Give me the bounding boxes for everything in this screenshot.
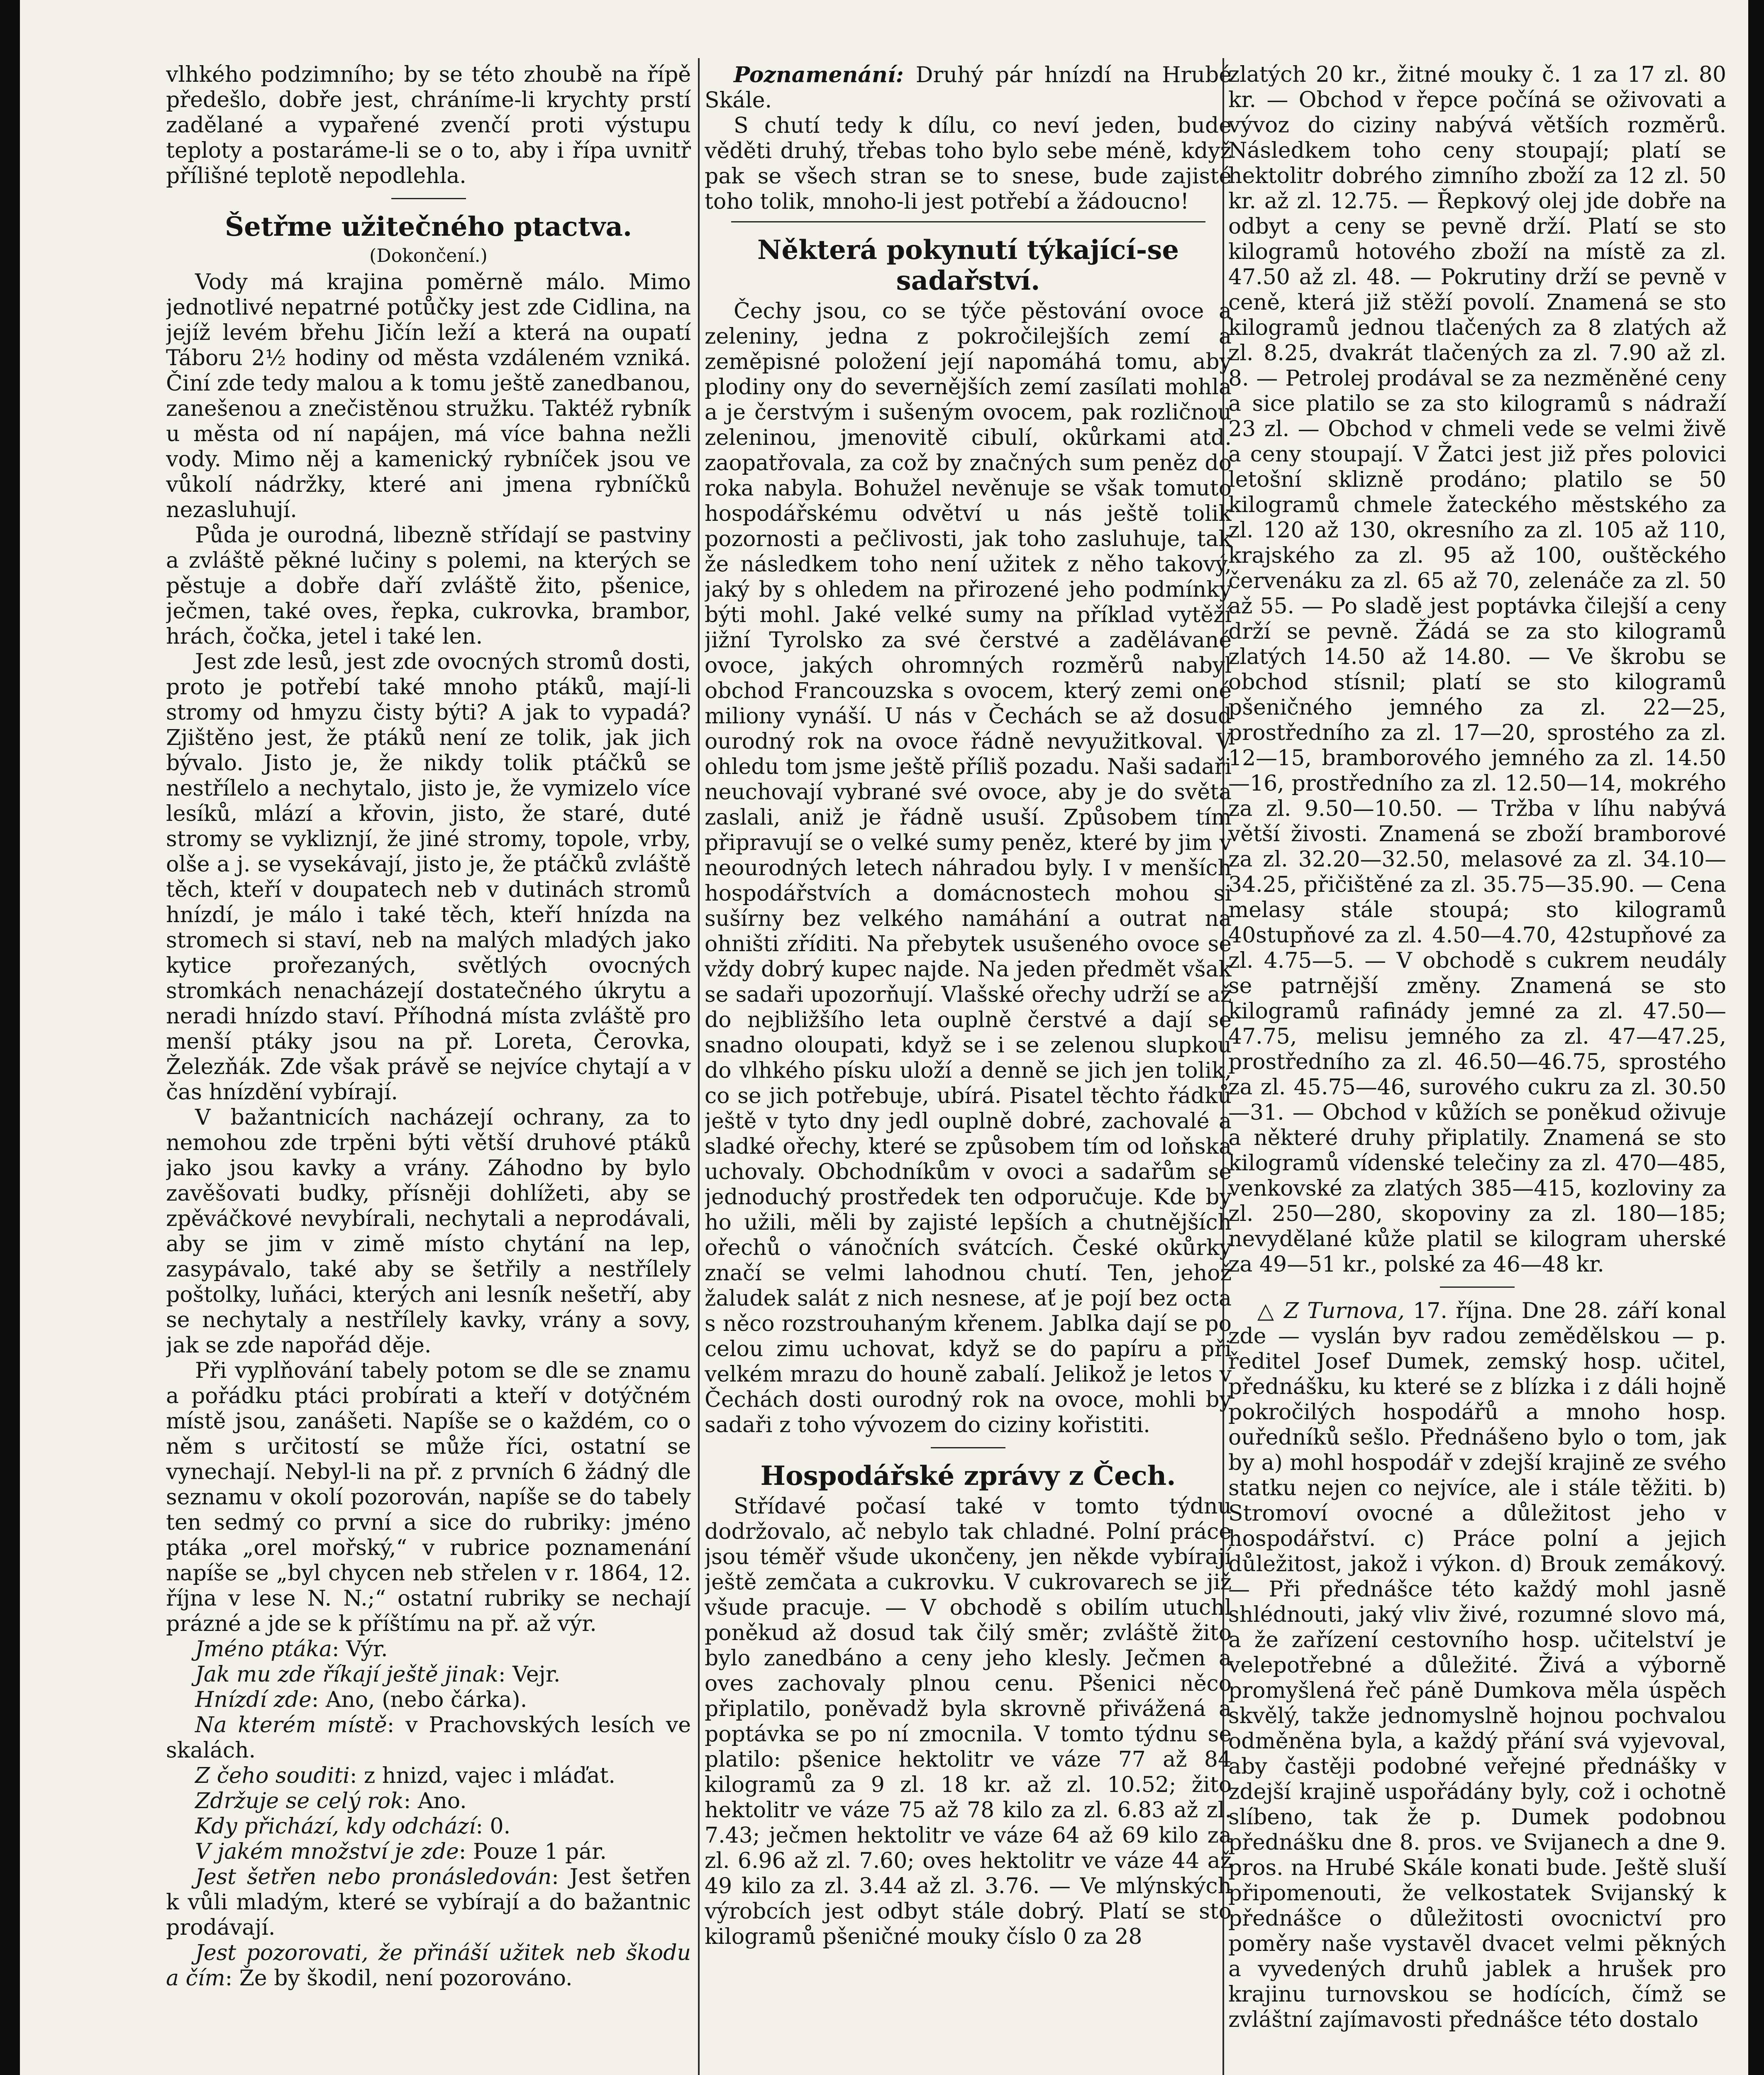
article-title-birds: Šetřme užitečného ptactva.: [224, 211, 632, 242]
form-field-line: Na kterém místě: v Prachovských lesích ve skalách.: [166, 1713, 691, 1763]
column-middle: [705, 62, 1232, 2075]
market-report: zlatých 20 kr., žitné mouky č. 1 za 17 zl. 80 kr. — Obchod v řepce počíná se oživovati a vývoz do ciziny nabývá větších rozměrů. Následkem toho ceny stoupají; platí se hektolitr dobrého zimního zboží za 12 zl. 50 kr. až zl. 12.75. — Řepkový olej jde dobře na odbyt a ceny se pevně drží. Platí se sto kilogramů hotového zboží na místě za zl. 47.50 až zl. 48. — Pokrutiny drží se pevně v ceně, která již stěží povolí. Znamená se sto kilogramů jednou tlačených za 8 zlatých až zl. 8.25, dvakrát tlačených za zl. 7.90 až zl. 8. — Petrolej prodával se za nezměněné ceny a sice platilo se za sto kilogramů s nádraží 23 zl. — Obchod v chmeli vede se velmi živě a ceny stoupají. V Žatci jest již přes polovici letošní sklizně prodáno; platilo se 50 kilogramů chmele žateckého městského za zl. 120 až 130, okresního za zl. 105 až 110, krajského za zl. 95 až 100, ouštěckého červenáku za zl. 65 až 70, zelenáče za zl. 50 až 55. — Po sladě jest poptávka čilejší a ceny drží se pevně. Žádá se za sto kilogramů zlatých 14.50 až 14.80. — Ve škrobu se obchod stísnil; platí se sto kilogramů pšeničného jemného za zl. 22—25, prostředního za zl. 17—20, sprostého za zl. 12—15, bramborového jemného za zl. 14.50—16, prostředního za zl. 12.50—14, mokrého za zl. 9.50—10.50. — Tržba v líhu nabývá větší živosti. Znamená se zboží bramborové za zl. 32.20—32.50, melasové za zl. 34.10—34.25, přičištěné za zl. 35.75—35.90. — Cena melasy stále stoupá; sto kilogramů 40stupňové za zl. 4.50—4.70, 42stupňové za zl. 4.75—5. — V obchodě s cukrem neudály se patrnější změny. Znamená se sto kilogramů rafinády jemné za zl. 47.50—47.75, melisu jemného za zl. 47—47.25, prostředního za zl. 46.50—46.75, sprostého za zl. 45.75—46, surového cukru za zl. 30.50—31. — Obchod v kůžích se poněkud oživuje a některé druhy připlatily. Znamená se sto kilogramů vídenské telečiny za zl. 470—485, venkovské za zlatých 385—415, kozloviny za zl. 250—280, skopoviny za zl. 180—185; nevydělané kůže platil se kilogram uherské za 49—51 kr., polské za 46—48 kr.: [1228, 62, 1726, 1277]
note-paragraph: Poznamenání: Druhý pár hnízdí na Hrubé Skále.: [705, 62, 1232, 113]
paragraph: Půda je ourodná, libezně střídají se pastviny a zvláště pěkné lučiny s polemi, na kterých se pěstuje a dobře daří zvláště žito, pšenice, ječmen, také oves, řepka, cukrovka, brambor, hrách, čočka, jetel i také len.: [166, 523, 691, 649]
article-title-orchards: Některá pokynutí týkající-se sadařství.: [757, 234, 1179, 296]
paragraph: V bažantnicích nacházejí ochrany, za to nemohou zde trpěni býti větší druhové ptáků jako jsou kavky a vrány. Záhodno by bylo zavěšovati budky, přísněji dohlížeti, aby se zpěváčkové nevybírali, nechytali a neprodávali, aby se jim v zimě místo chytání na lep, zasypávalo, také aby se šetřily a nestřílely poštolky, luňáci, kterých ani lesník nešetří, aby se nechytaly a nestřílely kavky, vrány a sovy, jak se zde napořád děje.: [166, 1105, 691, 1358]
article-subtitle: (Dokončení.): [369, 245, 488, 266]
column-left: [166, 62, 691, 2075]
column-rule-1: [698, 58, 700, 2075]
paragraph: Vody má krajina poměrně málo. Mimo jednotlivé nepatrné potůčky jest zde Cidlina, na jejíž levém břehu Jičín leží a která na oupatí Táboru 2½ hodiny od města vzdáleném vzniká. Činí zde tedy malou a k tomu ještě zanedbanou, zanešenou a znečistěnou stružku. Taktéž rybník u města od ní napájen, má více bahna nežli vody. Mimo něj a kamenický rybníček jsou ve vůkolí nádržky, které ani jmena rybníčků nezasluhují.: [166, 270, 691, 522]
form-field-line: Kdy přichází, kdy odchází: 0.: [195, 1814, 511, 1839]
form-field-line: Jest šetřen nebo pronásledován: Jest šetřen k vůli mladým, které se vybírají a do bažantnic prodávají.: [166, 1865, 691, 1940]
section-divider: [931, 1447, 1005, 1448]
article-title-economy: Hospodářské zprávy z Čech.: [760, 1460, 1176, 1492]
form-field-line: Z čeho souditi: z hnizd, vajec i mláďat.: [195, 1763, 615, 1788]
scan-border-right: [1748, 0, 1764, 2075]
form-field-line: Jak mu zde říkají ještě jinak: Vejr.: [195, 1662, 561, 1687]
form-field-line: Jest pozorovati, že přináší užitek neb škodu a čím: Že by škodil, není pozorováno.: [166, 1941, 691, 1991]
form-field-line: Hnízdí zde: Ano, (nebo čárka).: [195, 1687, 527, 1712]
paragraph: Při vyplňování tabely potom se dle se znamu a pořádku ptáci probírati a kteří v dotýčném místě jsou, zanášeti. Napíše se o každém, co o něm s určitostí se může říci, ostatní se vynechají. Nebyl-li na př. z prvních 6 žádný dle seznamu v okolí pozorován, napíše se do tabely ten sedmý co první a sice do rubriky: jméno ptáka „orel mořský,“ v rubrice poznamenání napíše se „byl chycen neb střelen v r. 1864, 12. října v lese N. N.;“ ostatní rubriky se nechají prázné a jde se k příštímu na př. až výr.: [166, 1358, 691, 1636]
scan-border-left: [0, 0, 20, 2075]
form-field-line: V jakém množství je zde: Pouze 1 pár.: [195, 1839, 607, 1864]
paragraph: Jest zde lesů, jest zde ovocných stromů dosti, proto je potřebí také mnoho ptáků, mají-li stromy od hmyzu čisty býti? A jak to vypadá? Zjištěno jest, že ptáků není ze tolik, jak jich bývalo. Jisto je, že nikdy tolik ptáčků se nestřílelo a nechytalo, jisto je, že vymizelo více lesíků, mlází a křovin, jisto, že staré, duté stromy se vykliznjí, že jiné stromy, topole, vrby, olše a j. se vysekávají, jisto je, že ptáčků zvláště těch, kteří v doupatech neb v dutinách stromů hnízdí, je málo i také těch, kteří hnízda na stromech si staví, neb na malých mladých jako kytice prořezaných, světlých ovocných stromkách nenacházejí dostatečného úkrytu a neradi hnízdo staví. Příhodná místa zvláště pro menší ptáky jsou na př. Loreta, Čerovka, Železňák. Zde však právě se nejvíce chytají a v čas hnízdění vybírají.: [166, 649, 691, 1105]
dispatch-turnov: △ Z Turnova, 17. října. Dne 28. září konal zde — vyslán byv radou zemědělskou — p. ředitel Josef Dumek, zemský hosp. učitel, přednášku, ku které se z blízka i z dáli hojně pokročilých hospodářů a mnoho hosp. ouředníků sešlo. Přednášeno bylo o tom, jak by a) mohl hospodář v zdejší krajině ze svého statku nejen co nejvíce, ale i stále těžiti. b) Stromoví ovocné a důležitost jeho v hospodářství. c) Práce polní a jejich důležitost, jakož i výkon. d) Brouk zemákový.— Při přednášce této každý mohl jasně shlédnouti, jaký vliv živé, rozumné slovo má, a že zařízení cestovního hosp. učitelství je velepotřebné a důležité. Živá a výborně promyšlená řeč páně Dumkova měla úspěch skvělý, takže jednomyslně hojnou pochvalou odměněna byla, a každý přání svá vyjevoval, aby častěji podobné veřejné přednášky v zdejší krajině uspořádány byly, což i ochotně slíbeno, tak že p. Dumek podobnou přednášku dne 8. pros. ve Svijanech a dne 9. pros. na Hrubé Skále konati bude. Ještě sluší připomenouti, že velkostatek Svijanský k přednášce o důležitosti ovocnictví pro poměry naše vystavěl dvacet velmi pěkných a vyvedených druhů jablek a hrušek pro krajinu turnovskou se hodících, čímž se zvláštní zajímavosti přednášce této dostalo: [1228, 1299, 1726, 2032]
paragraph: Střídavé počasí také v tomto týdnu dodržovalo, ač nebylo tak chladné. Polní práce jsou téměř všude ukončeny, jen někde vybírají ještě zemčata a cukrovku. V cukrovarech se již všude pracuje. — V obchodě s obilím utuchl poněkud až dosud tak čilý směr; zvláště žito bylo zanedbáno a ceny jeho klesly. Ječmen a oves zachovaly plnou cenu. Pšenici něco připlatilo, poněvadž byla skrovně přivážená a poptávka se po ní zmocnila. V tomto týdnu se platilo: pšenice hektolitr ve váze 77 až 84 kilogramů za 9 zl. 18 kr. až zl. 10.52; žito hektolitr ve váze 75 až 78 kilo za zl. 6.83 až zl. 7.43; ječmen hektolitr ve váze 64 až 69 kilo za zl. 6.96 až zl. 7.60; oves hektolitr ve váze 44 až 49 kilo za zl. 3.44 až zl. 3.76. — Ve mlýnských výrobcích jest odbyt stále dobrý. Platí se sto kilogramů pšeničné mouky číslo 0 za 28: [705, 1494, 1232, 1949]
paragraph: Čechy jsou, co se týče pěstování ovoce a zeleniny, jedna z pokročilejších zemí a zeměpisné položení její napomáhá tomu, aby plodiny ony do severnějších zemí zasílati mohla a je čerstvým i sušeným ovocem, pak rozličnou zeleninou, jmenovitě cibulí, okůrkami atd. zaopatřovala, za což by značných sum peněz do roka nabyla. Bohužel nevěnuje se však tomuto hospodářskému odvětví u nás ještě tolik pozornosti a pečlivosti, jak toho zasluhuje, tak že následkem toho není užitek z něho takový, jaký by s ohledem na přirozené jeho podmínky býti mohl. Jaké velké sumy na příklad vytěží jižní Tyrolsko za své čerstvé a zadělávané ovoce, jakých ohromných rozměrů nabyl obchod Francouzska s ovocem, který zemi oné miliony vynáší. U nás v Čechách se až dosud ourodný rok na ovoce řádně nevyužitkoval. V ohledu tom jsme ještě příliš pozadu. Naši sadaři neuchovají vybrané své ovoce, aby je do světa zaslali, aniž je řádně usuší. Způsobem tím připravují se o velké sumy peněz, které by jim v neourodných letech náhradou byly. I v menších hospodářstvích a domácnostech mohou si sušírny bez velkého namáhání a outrat na ohništi zříditi. Na přebytek usušeného ovoce se vždy dobrý kupec najde. Na jeden předmět však se sadaři upozorňují. Vlašské ořechy udrží se až do nejbližšího leta ouplně čerstvé a dají se snadno oloupati, když se i se zelenou slupkou do vlhkého písku uloží a denně se jich jen tolik, co se jich potřebuje, ubírá. Pisatel těchto řádků ještě v tyto dny jedl ouplně dobré, zachovalé a sladké ořechy, které se způsobem tím od loňska uchovaly. Obchodníkům v ovoci a sadařům se jednoduchý prostředek ten odporučuje. Kde by ho užili, měli by zajisté lepších a chutnějších ořechů o vánočních svátcích. České okůrky značí se velmi lahodnou chutí. Ten, jehož žaludek salát z nich nesnese, ať je pojí bez octa s něco rozstrouhaným křenem. Jablka dají se po celou zimu uchovat, když se do papíru a při velkém mrazu do houně zabalí. Jelikož je letos v Čechách dosti ourodný rok na ovoce, mohli by sadaři z toho vývozem do ciziny kořistiti.: [705, 299, 1232, 1438]
article-continuation: vlhkého podzimního; by se této zhoubě na řípě předešlo, dobře jest, chráníme-li krychty prstí zadělané a vypařené zvenčí proti výstupu teploty a postaráme-li se o to, aby i řípa uvnitř přílišné teplotě nepodlehla.: [166, 62, 691, 188]
section-divider: [391, 198, 466, 199]
column-right: [1228, 62, 1726, 2075]
section-divider: [731, 221, 1205, 222]
form-field-line: Zdržuje se celý rok: Ano.: [195, 1789, 467, 1814]
form-field-line: Jméno ptáka: Výr.: [195, 1637, 388, 1662]
paragraph: S chutí tedy k dílu, co neví jeden, bude věděti druhý, třebas toho bylo sebe méně, když pak se všech stran se to snese, bude zajisté toho tolik, mnoho-li jest potřebí a žádoucno!: [705, 113, 1232, 214]
section-divider: [1440, 1286, 1515, 1288]
